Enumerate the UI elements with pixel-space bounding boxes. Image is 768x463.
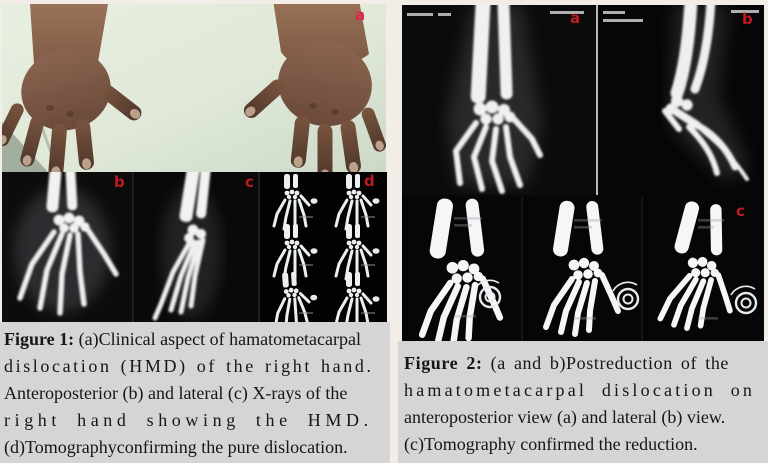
panel-label-c: c bbox=[736, 202, 745, 220]
caption-line: Figure 1: (a)Clinical aspect of hamatometacarpal bbox=[4, 329, 362, 349]
panel-label-b: b bbox=[742, 10, 753, 28]
caption-line: hamatometacarpal dislocation on bbox=[404, 380, 756, 400]
caption-line: dislocation (HMD) of the right hand. bbox=[4, 356, 374, 376]
figure-2-caption bbox=[398, 341, 768, 463]
figure-2-image-panel bbox=[402, 5, 764, 341]
panel-label-a: a bbox=[570, 9, 581, 27]
panel-label-c: c bbox=[245, 173, 254, 191]
panel-label-d: d bbox=[364, 172, 375, 190]
caption-line: Anteroposterior (b) and lateral (c) X-rays of the bbox=[4, 383, 348, 403]
figure-1-xray-strip bbox=[2, 172, 387, 322]
figure-2 bbox=[398, 0, 768, 463]
figure-1-title: Figure 1: bbox=[4, 329, 75, 349]
caption-line: right hand showing the HMD. bbox=[4, 410, 373, 430]
caption-line: (c)Tomography confirmed the reduction. bbox=[404, 434, 698, 454]
figure-1-caption bbox=[0, 322, 390, 463]
xray-strip-illustration bbox=[2, 172, 387, 322]
caption-line: Figure 2: (a and b)Postreduction of the bbox=[404, 353, 730, 373]
caption-line: (d)Tomographyconfirming the pure dislocation. bbox=[4, 437, 348, 457]
figure-1-photo-panel bbox=[2, 4, 386, 172]
panel-label-b: b bbox=[114, 173, 125, 191]
figure-2-illustration bbox=[402, 5, 764, 341]
figure-2-title: Figure 2: bbox=[404, 353, 483, 373]
hands-photo-illustration bbox=[2, 4, 386, 172]
caption-line: anteroposterior view (a) and lateral (b) view. bbox=[404, 407, 726, 427]
panel-label-a: a bbox=[355, 6, 366, 24]
